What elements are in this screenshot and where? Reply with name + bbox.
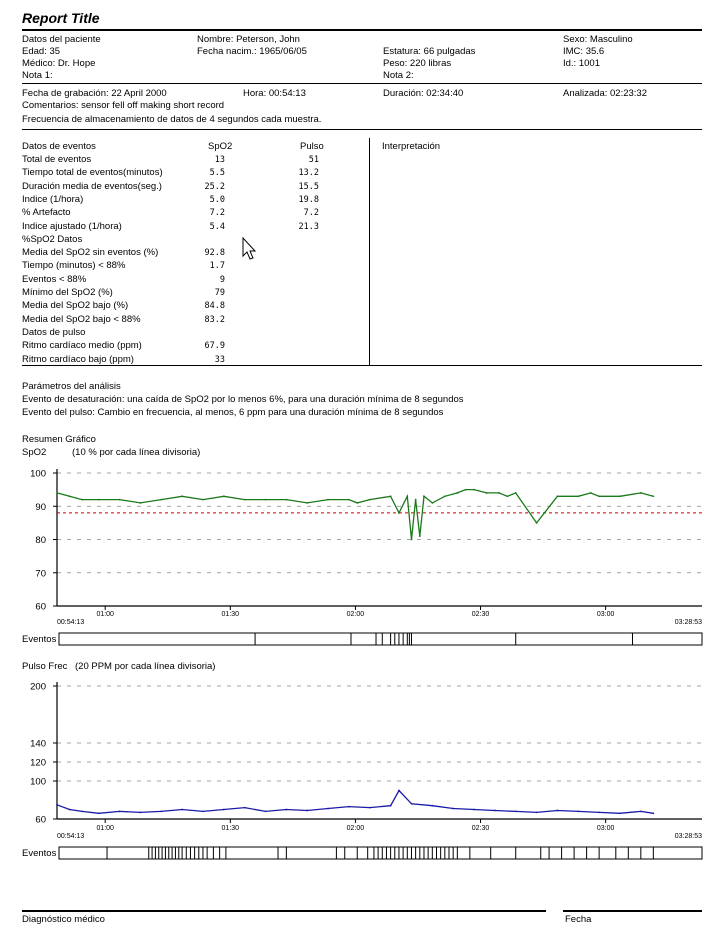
data-point xyxy=(415,499,417,501)
y-tick-label: 80 xyxy=(35,535,46,546)
data-point xyxy=(81,499,83,501)
data-point xyxy=(327,499,329,501)
x-tick-label: 01:00 xyxy=(96,825,114,832)
data-point xyxy=(598,495,600,497)
x-start-label: 00:54:13 xyxy=(57,619,85,626)
data-point xyxy=(398,790,400,792)
events-row-label: Eventos < 88% xyxy=(22,273,87,285)
data-point xyxy=(419,535,421,537)
data-point xyxy=(223,495,225,497)
data-point xyxy=(202,499,204,501)
data-point xyxy=(557,495,559,497)
report-title: Report Title xyxy=(22,10,100,26)
data-point xyxy=(160,811,162,813)
data-point xyxy=(390,805,392,807)
events-row-label: Indice (1/hora) xyxy=(22,193,84,205)
events-row-spo2: 5.5 xyxy=(209,168,225,179)
data-point xyxy=(590,492,592,494)
data-point xyxy=(423,495,425,497)
events-row-pulso: 7.2 xyxy=(303,208,319,219)
data-point xyxy=(223,809,225,811)
y-tick-label: 120 xyxy=(30,757,46,769)
events-row-spo2: 79 xyxy=(214,288,225,298)
data-point xyxy=(181,495,183,497)
y-tick-label: 200 xyxy=(30,681,46,693)
data-point xyxy=(306,502,308,504)
data-point xyxy=(69,495,71,497)
x-tick-label: 03:00 xyxy=(596,825,615,832)
patient-height: Estatura: 66 pulgadas xyxy=(383,46,476,57)
data-point xyxy=(652,812,654,814)
events-row-spo2: 25.2 xyxy=(204,181,225,192)
data-point xyxy=(577,811,579,813)
data-point xyxy=(369,499,371,501)
events-row-spo2: 9 xyxy=(219,274,225,285)
spo2-chart-subtitle: (10 % por cada línea divisoria) xyxy=(72,447,201,458)
pulse-chart-title: Pulso Frec xyxy=(22,661,68,672)
events-row-spo2: 84.8 xyxy=(204,301,225,312)
data-point xyxy=(285,499,287,501)
patient-note-1: Nota 1: xyxy=(22,70,53,81)
y-tick-label: 60 xyxy=(35,601,46,613)
data-point xyxy=(411,803,413,805)
events-col-pulso: Pulso xyxy=(300,141,324,152)
patient-section-label: Datos del paciente xyxy=(22,34,101,45)
data-point xyxy=(398,512,400,514)
data-point xyxy=(598,811,600,813)
x-tick-label: 03:00 xyxy=(596,611,615,618)
x-tick-label: 01:30 xyxy=(221,611,240,618)
events-row-spo2: 5.4 xyxy=(209,221,225,232)
events-row-pulso: 15.5 xyxy=(298,181,319,192)
y-tick-label: 70 xyxy=(35,568,46,580)
data-point xyxy=(456,492,458,494)
data-point xyxy=(348,806,350,808)
events-row-spo2: 13 xyxy=(214,155,225,165)
events-row-label: Tiempo (minutos) < 88% xyxy=(22,260,126,272)
events-row-spo2: 1.7 xyxy=(209,261,225,272)
data-point xyxy=(619,812,621,814)
events-row-label: Ritmo cardíaco medio (ppm) xyxy=(22,340,142,352)
x-end-label: 03:28:53 xyxy=(674,619,702,626)
events-row-spo2: 5.0 xyxy=(209,194,225,205)
data-point xyxy=(265,811,267,813)
events-row-label: Mínimo del SpO2 (%) xyxy=(22,287,113,298)
series-line xyxy=(57,490,653,540)
data-point xyxy=(515,492,517,494)
y-tick-label: 140 xyxy=(30,738,46,750)
events-row-pulso: 19.8 xyxy=(298,194,319,205)
events-row-label: Tiempo total de eventos(minutos) xyxy=(22,167,163,179)
recording-duration: Duración: 02:34:40 xyxy=(383,88,464,99)
x-start-label: 00:54:13 xyxy=(57,833,85,840)
data-point xyxy=(56,492,58,494)
events-strip xyxy=(59,633,702,645)
data-point xyxy=(369,807,371,809)
patient-id: Id.: 1001 xyxy=(563,58,600,69)
series-line xyxy=(57,791,653,814)
events-row-label: Ritmo cardíaco bajo (ppm) xyxy=(22,353,134,365)
patient-name: Nombre: Peterson, John xyxy=(197,34,300,45)
patient-birthdate: Fecha nacim.: 1965/06/05 xyxy=(197,46,307,57)
patient-bmi: IMC: 35.6 xyxy=(563,46,605,57)
events-row-label: %SpO2 Datos xyxy=(22,233,83,245)
analysis-desat: Evento de desaturación: una caída de SpO2 por lo menos 6%, para una duración mínima de 8 segundos xyxy=(22,394,464,405)
events-row-spo2: 92.8 xyxy=(204,248,225,259)
data-point xyxy=(406,495,408,497)
data-point xyxy=(306,810,308,812)
events-row-label: Datos de pulso xyxy=(22,326,86,338)
events-row-pulso: 21.3 xyxy=(298,221,319,232)
patient-age: Edad: 35 xyxy=(22,46,61,57)
data-point xyxy=(431,805,433,807)
data-point xyxy=(640,811,642,813)
spo2-chart-title: SpO2 xyxy=(22,447,47,458)
diagnosis-line xyxy=(22,910,546,912)
events-row-label: Indice ajustado (1/hora) xyxy=(22,220,122,232)
events-row-spo2: 33 xyxy=(214,354,225,365)
data-point xyxy=(81,811,83,813)
x-tick-label: 02:00 xyxy=(346,611,365,618)
patient-weight: Peso: 220 libras xyxy=(383,58,452,69)
pulse-chart-subtitle: (20 PPM por cada línea divisoria) xyxy=(75,661,216,672)
x-tick-label: 02:30 xyxy=(471,825,490,832)
events-row-label: Duración media de eventos(seg.) xyxy=(22,180,162,192)
events-row-label: Total de eventos xyxy=(22,154,92,165)
data-point xyxy=(652,495,654,497)
data-point xyxy=(69,809,71,811)
events-col-spo2: SpO2 xyxy=(208,141,233,152)
data-point xyxy=(390,495,392,497)
data-point xyxy=(98,812,100,814)
data-point xyxy=(348,499,350,501)
x-tick-label: 01:00 xyxy=(96,611,114,618)
data-point xyxy=(119,811,121,813)
recording-analyzed: Analizada: 02:23:32 xyxy=(563,88,647,99)
y-tick-label: 60 xyxy=(35,814,46,826)
diagnosis-label: Diagnóstico médico xyxy=(22,914,105,925)
patient-doctor: Médico: Dr. Hope xyxy=(22,58,96,69)
events-row-spo2: 67.9 xyxy=(204,341,225,352)
data-point xyxy=(327,808,329,810)
data-point xyxy=(494,810,496,812)
date-label: Fecha xyxy=(565,914,592,925)
recording-time: Hora: 00:54:13 xyxy=(243,88,306,99)
y-tick-label: 90 xyxy=(35,501,46,513)
data-point xyxy=(536,522,538,524)
data-point xyxy=(244,499,246,501)
data-point xyxy=(506,495,508,497)
data-point xyxy=(486,492,488,494)
events-row-spo2: 7.2 xyxy=(209,208,225,219)
date-line xyxy=(563,910,702,912)
events-row-pulso: 51 xyxy=(308,155,319,165)
data-point xyxy=(356,502,358,504)
y-tick-label: 100 xyxy=(30,776,46,788)
x-end-label: 03:28:53 xyxy=(674,833,702,840)
analysis-pulse: Evento del pulso: Cambio en frecuencia, al menos, 6 ppm para una duración mínima de 8 segundos xyxy=(22,407,444,418)
data-point xyxy=(244,807,246,809)
data-point xyxy=(202,811,204,813)
data-point xyxy=(640,492,642,494)
recording-frequency: Frecuencia de almacenamiento de datos de 4 segundos cada muestra. xyxy=(22,114,322,125)
data-point xyxy=(119,499,121,501)
y-tick-label: 100 xyxy=(30,468,46,480)
data-point xyxy=(56,804,58,806)
data-point xyxy=(452,808,454,810)
data-point xyxy=(473,489,475,491)
patient-sex: Sexo: Masculino xyxy=(563,34,633,45)
patient-note-2: Nota 2: xyxy=(383,70,414,81)
data-point xyxy=(411,539,413,541)
data-point xyxy=(98,499,100,501)
recording-date: Fecha de grabación: 22 April 2000 xyxy=(22,88,167,99)
events-row-label: Media del SpO2 sin eventos (%) xyxy=(22,247,159,259)
events-row-label: % Artefacto xyxy=(22,207,71,219)
data-point xyxy=(265,499,267,501)
data-point xyxy=(577,495,579,497)
data-point xyxy=(465,489,467,491)
graph-summary-label: Resumen Gráfico xyxy=(22,434,96,445)
data-point xyxy=(160,499,162,501)
events-header-label: Datos de eventos xyxy=(22,141,96,152)
data-point xyxy=(557,810,559,812)
data-point xyxy=(431,502,433,504)
events-row-label: Media del SpO2 bajo < 88% xyxy=(22,313,141,325)
data-point xyxy=(473,809,475,811)
data-point xyxy=(498,492,500,494)
recording-comments: Comentarios: sensor fell off making short record xyxy=(22,100,225,111)
events-label: Eventos xyxy=(22,848,57,859)
events-label: Eventos xyxy=(22,634,57,645)
x-tick-label: 02:30 xyxy=(471,611,490,618)
data-point xyxy=(619,495,621,497)
events-row-label: Media del SpO2 bajo (%) xyxy=(22,300,129,312)
x-tick-label: 02:00 xyxy=(346,825,365,832)
data-point xyxy=(181,809,183,811)
interpretation-label: Interpretación xyxy=(382,141,441,152)
data-point xyxy=(285,809,287,811)
data-point xyxy=(536,811,538,813)
data-point xyxy=(444,495,446,497)
events-row-spo2: 83.2 xyxy=(204,314,225,325)
data-point xyxy=(140,502,142,504)
x-tick-label: 01:30 xyxy=(221,825,240,832)
data-point xyxy=(140,811,142,813)
analysis-title: Parámetros del análisis xyxy=(22,381,121,392)
events-row-pulso: 13.2 xyxy=(298,168,319,179)
data-point xyxy=(515,811,517,813)
